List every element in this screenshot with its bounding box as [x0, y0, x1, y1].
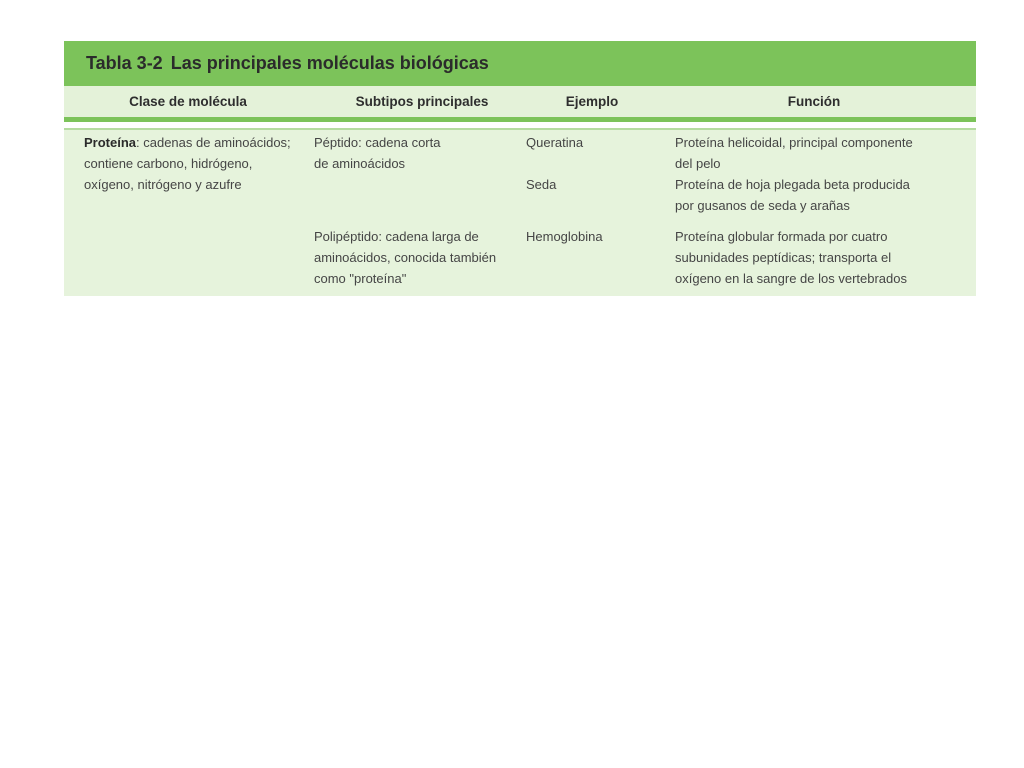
table-number: Tabla 3-2	[86, 53, 163, 73]
cell-ejemplo-2: Seda	[526, 177, 557, 192]
subtipo-1-line-1: Péptido: cadena corta	[314, 135, 441, 150]
clase-desc-1: : cadenas de aminoácidos;	[136, 135, 291, 150]
funcion-1-line-2: del pelo	[675, 156, 721, 171]
table-title: Las principales moléculas biológicas	[170, 53, 489, 73]
table-header-row	[64, 86, 976, 122]
header-subtipos: Subtipos principales	[355, 94, 489, 109]
cell-subtipo-3	[314, 226, 524, 289]
funcion-3-line-3: oxígeno en la sangre de los vertebrados	[675, 271, 907, 286]
subtipo-3-line-2: aminoácidos, conocida también	[314, 250, 497, 265]
header-separator	[64, 122, 976, 130]
funcion-1-line-1: Proteína helicoidal, principal componente	[675, 135, 913, 150]
header-ejemplo: Ejemplo	[565, 94, 619, 109]
clase-line-1	[84, 132, 309, 153]
funcion-2-line-2: por gusanos de seda y arañas	[675, 198, 850, 213]
clase-name: Proteína	[84, 135, 137, 150]
table-title-bar	[64, 41, 976, 86]
cell-subtipo-1	[314, 132, 524, 174]
cell-funcion-1	[675, 132, 965, 174]
cell-funcion-3	[675, 226, 965, 289]
clase-desc-3: oxígeno, nitrógeno y azufre	[84, 177, 242, 192]
funcion-3-line-2: subunidades peptídicas; transporta el	[675, 250, 892, 265]
funcion-2-line-1: Proteína de hoja plegada beta producida	[675, 177, 910, 192]
header-funcion: Función	[787, 94, 841, 109]
cell-ejemplo-1: Queratina	[526, 135, 584, 150]
cell-clase	[84, 132, 309, 195]
subtipo-1-line-2: de aminoácidos	[314, 156, 406, 171]
cell-funcion-2	[675, 174, 965, 216]
clase-desc-2: contiene carbono, hidrógeno,	[84, 156, 253, 171]
header-clase: Clase de molécula	[129, 94, 247, 109]
funcion-3-line-1: Proteína globular formada por cuatro	[675, 229, 888, 244]
subtipo-3-line-3: como "proteína"	[314, 271, 407, 286]
subtipo-3-line-1: Polipéptido: cadena larga de	[314, 229, 479, 244]
data-table	[64, 41, 976, 296]
cell-ejemplo-3: Hemoglobina	[526, 229, 603, 244]
table-body	[64, 130, 976, 296]
